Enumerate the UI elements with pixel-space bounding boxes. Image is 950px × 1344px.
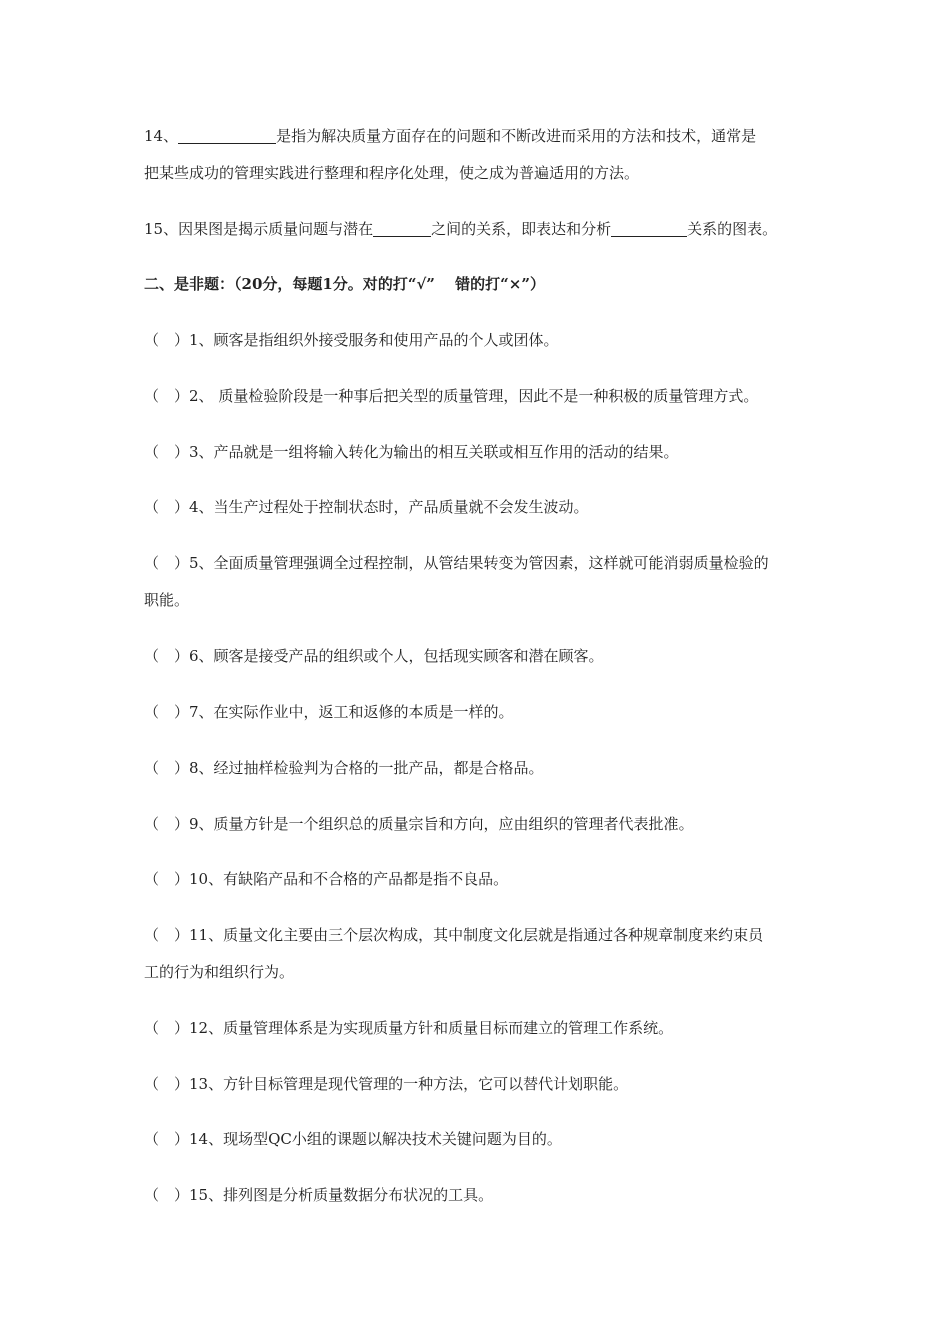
tf-item-text: 1、顾客是指组织外接受服务和使用产品的个人或团体。 (189, 331, 559, 349)
question-15-part3: 关系的图表。 (687, 220, 778, 238)
tf-item-text: 7、在实际作业中，返工和返修的本质是一样的。 (189, 703, 514, 721)
section-2-heading: 二、是非题：（20分，每题1分。对的打“√” 错的打“×”） (144, 275, 545, 293)
question-15-part1: 15、因果图是揭示质量问题与潜在 (144, 220, 374, 238)
tf-item (144, 917, 824, 954)
tf-item (144, 489, 824, 526)
answer-paren: （ ） (144, 759, 190, 777)
tf-item-text: 5、全面质量管理强调全过程控制，从管结果转变为管因素，这样就可能消弱质量检验的 (189, 554, 769, 572)
tf-item-text: 6、顾客是接受产品的组织或个人，包括现实顾客和潜在顾客。 (189, 647, 604, 665)
question-14-blank (178, 125, 276, 144)
tf-item (144, 1066, 824, 1103)
tf-item (144, 806, 824, 843)
tf-item-text: 9、质量方针是一个组织总的质量宗旨和方向，应由组织的管理者代表批准。 (189, 815, 694, 833)
answer-paren: （ ） (144, 387, 190, 405)
tf-item-text: 12、质量管理体系是为实现质量方针和质量目标而建立的管理工作系统。 (189, 1019, 674, 1037)
tf-item-text: 4、当生产过程处于控制状态时，产品质量就不会发生波动。 (189, 498, 589, 516)
tf-item-text: 11、质量文化主要由三个层次构成，其中制度文化层就是指通过各种规章制度来约束员 (189, 926, 764, 944)
tf-item-text: 13、方针目标管理是现代管理的一种方法，它可以替代计划职能。 (189, 1075, 629, 1093)
answer-paren: （ ） (144, 331, 190, 349)
tf-item-text: 8、经过抽样检验判为合格的一批产品，都是合格品。 (189, 759, 544, 777)
answer-paren: （ ） (144, 815, 190, 833)
tf-item (144, 1177, 824, 1214)
answer-paren: （ ） (144, 443, 190, 461)
question-14-line2: 把某些成功的管理实践进行整理和程序化处理，使之成为普遍适用的方法。 (144, 164, 640, 182)
tf-item (144, 861, 824, 898)
tf-item (144, 545, 824, 582)
tf-item-text: 2、 质量检验阶段是一种事后把关型的质量管理，因此不是一种积极的质量管理方式。 (189, 387, 759, 405)
question-14-text: 是指为解决质量方面存在的问题和不断改进而采用的方法和技术，通常是 (276, 127, 757, 145)
tf-item (144, 638, 824, 675)
tf-item-text: 14、现场型QC小组的课题以解决技术关键问题为目的。 (189, 1130, 562, 1148)
question-15-blank-1 (373, 218, 431, 237)
tf-item (144, 694, 824, 731)
answer-paren: （ ） (144, 703, 190, 721)
tf-item (144, 322, 824, 359)
answer-paren: （ ） (144, 1130, 190, 1148)
question-15-part2: 之间的关系，即表达和分析 (431, 220, 612, 238)
answer-paren: （ ） (144, 554, 190, 572)
answer-paren: （ ） (144, 926, 190, 944)
tf-item (144, 378, 824, 415)
answer-paren: （ ） (144, 1186, 190, 1204)
tf-item-text: 10、有缺陷产品和不合格的产品都是指不良品。 (189, 870, 509, 888)
tf-item (144, 1010, 824, 1047)
question-15-blank-2 (611, 218, 687, 237)
answer-paren: （ ） (144, 498, 190, 516)
tf-item-text: 3、产品就是一组将输入转化为输出的相互关联或相互作用的活动的结果。 (189, 443, 679, 461)
question-15 (144, 211, 824, 248)
tf-item (144, 1121, 824, 1158)
tf-item-continuation: 职能。 (144, 591, 190, 609)
tf-item-text: 15、排列图是分析质量数据分布状况的工具。 (189, 1186, 494, 1204)
answer-paren: （ ） (144, 1075, 190, 1093)
answer-paren: （ ） (144, 1019, 190, 1037)
tf-item (144, 434, 824, 471)
tf-item (144, 750, 824, 787)
question-14-number: 14、 (144, 127, 179, 145)
answer-paren: （ ） (144, 870, 190, 888)
answer-paren: （ ） (144, 647, 190, 665)
tf-item-continuation: 工的行为和组织行为。 (144, 963, 295, 981)
question-14-line1 (144, 118, 824, 155)
